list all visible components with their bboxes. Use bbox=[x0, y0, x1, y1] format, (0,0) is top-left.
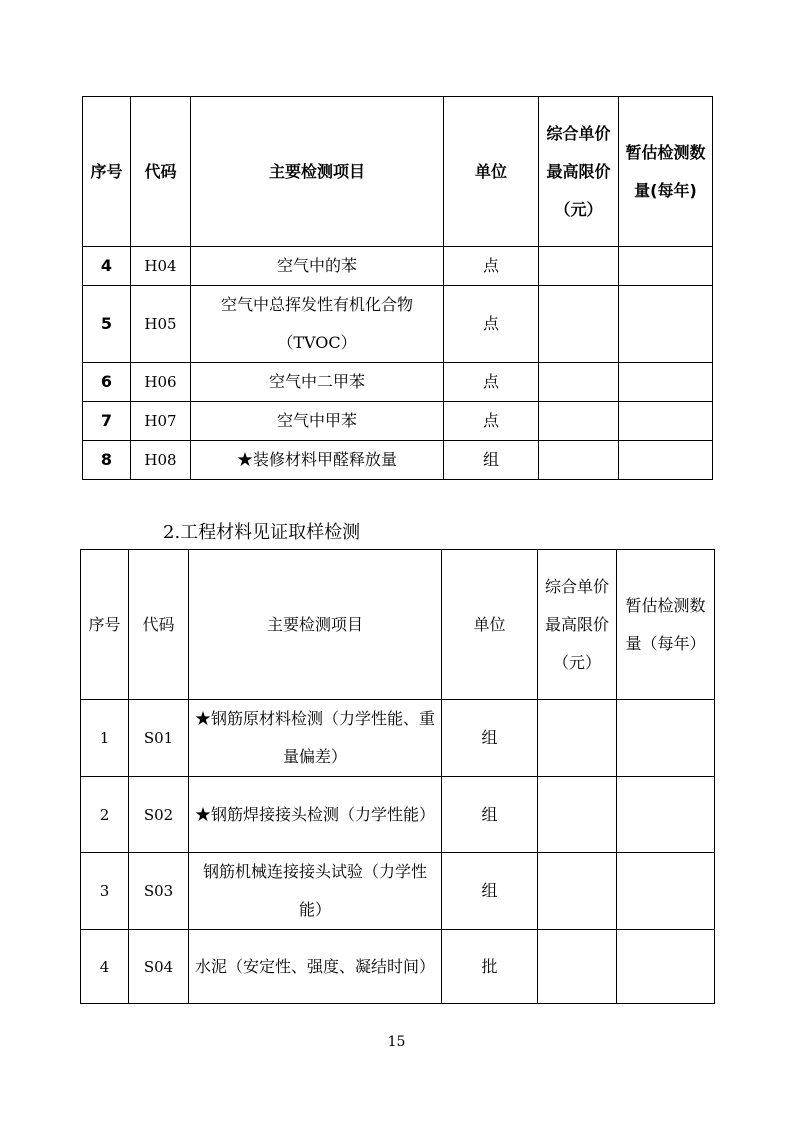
cell-item: 空气中二甲苯 bbox=[191, 363, 444, 402]
table-row bbox=[81, 930, 715, 1004]
cell-code: S02 bbox=[129, 777, 189, 853]
cell-code: S03 bbox=[129, 853, 189, 930]
table-header-row bbox=[81, 550, 715, 700]
cell-item: 空气中甲苯 bbox=[191, 402, 444, 441]
cell-item: 钢筋机械连接接头试验（力学性能） bbox=[189, 853, 442, 930]
cell-unit: 组 bbox=[442, 777, 538, 853]
header-price: 综合单价最高限价（元） bbox=[539, 97, 619, 247]
section-title: 2.工程材料见证取样检测 bbox=[163, 522, 361, 543]
table-row bbox=[83, 402, 713, 441]
cell-unit: 批 bbox=[442, 930, 538, 1004]
page-number: 15 bbox=[387, 1034, 406, 1050]
cell-code: S04 bbox=[129, 930, 189, 1004]
cell-unit: 点 bbox=[444, 247, 539, 286]
table-air-quality-tests bbox=[82, 96, 713, 480]
cell-seq: 3 bbox=[81, 853, 129, 930]
cell-unit: 点 bbox=[444, 402, 539, 441]
header-code: 代码 bbox=[129, 550, 189, 700]
cell-price bbox=[539, 286, 619, 363]
cell-quantity bbox=[617, 930, 715, 1004]
cell-quantity bbox=[617, 777, 715, 853]
cell-unit: 组 bbox=[442, 853, 538, 930]
table-row bbox=[83, 441, 713, 480]
cell-seq: 4 bbox=[81, 930, 129, 1004]
cell-price bbox=[538, 930, 617, 1004]
cell-seq: 5 bbox=[83, 286, 131, 363]
cell-item: 水泥（安定性、强度、凝结时间） bbox=[189, 930, 442, 1004]
header-price: 综合单价最高限价（元） bbox=[538, 550, 617, 700]
cell-quantity bbox=[619, 247, 713, 286]
cell-item: ★钢筋焊接接头检测（力学性能） bbox=[189, 777, 442, 853]
cell-code: H06 bbox=[131, 363, 191, 402]
header-unit: 单位 bbox=[442, 550, 538, 700]
cell-quantity bbox=[619, 286, 713, 363]
cell-quantity bbox=[617, 700, 715, 777]
cell-price bbox=[539, 402, 619, 441]
cell-quantity bbox=[619, 402, 713, 441]
header-unit: 单位 bbox=[444, 97, 539, 247]
cell-code: H07 bbox=[131, 402, 191, 441]
cell-seq: 7 bbox=[83, 402, 131, 441]
cell-price bbox=[539, 441, 619, 480]
table-row bbox=[81, 853, 715, 930]
header-quantity: 暂估检测数量(每年) bbox=[619, 97, 713, 247]
table-row bbox=[83, 286, 713, 363]
header-quantity: 暂估检测数量（每年） bbox=[617, 550, 715, 700]
cell-item: 空气中总挥发性有机化合物（TVOC） bbox=[191, 286, 444, 363]
cell-code: S01 bbox=[129, 700, 189, 777]
cell-code: H04 bbox=[131, 247, 191, 286]
cell-unit: 组 bbox=[442, 700, 538, 777]
cell-unit: 点 bbox=[444, 286, 539, 363]
cell-seq: 4 bbox=[83, 247, 131, 286]
cell-seq: 8 bbox=[83, 441, 131, 480]
header-code: 代码 bbox=[131, 97, 191, 247]
table-row bbox=[81, 700, 715, 777]
table-header-row bbox=[83, 97, 713, 247]
cell-item: ★钢筋原材料检测（力学性能、重量偏差） bbox=[189, 700, 442, 777]
cell-price bbox=[538, 700, 617, 777]
cell-unit: 点 bbox=[444, 363, 539, 402]
header-item: 主要检测项目 bbox=[191, 97, 444, 247]
cell-price bbox=[539, 247, 619, 286]
cell-code: H05 bbox=[131, 286, 191, 363]
cell-unit: 组 bbox=[444, 441, 539, 480]
cell-quantity bbox=[619, 441, 713, 480]
table-row bbox=[81, 777, 715, 853]
cell-seq: 6 bbox=[83, 363, 131, 402]
table-material-sampling-tests bbox=[80, 549, 715, 1004]
header-seq: 序号 bbox=[83, 97, 131, 247]
cell-quantity bbox=[617, 853, 715, 930]
cell-quantity bbox=[619, 363, 713, 402]
table-row bbox=[83, 363, 713, 402]
cell-price bbox=[538, 777, 617, 853]
cell-seq: 1 bbox=[81, 700, 129, 777]
cell-price bbox=[538, 853, 617, 930]
cell-item: ★装修材料甲醛释放量 bbox=[191, 441, 444, 480]
header-seq: 序号 bbox=[81, 550, 129, 700]
cell-code: H08 bbox=[131, 441, 191, 480]
header-item: 主要检测项目 bbox=[189, 550, 442, 700]
cell-price bbox=[539, 363, 619, 402]
table-row bbox=[83, 247, 713, 286]
cell-item: 空气中的苯 bbox=[191, 247, 444, 286]
cell-seq: 2 bbox=[81, 777, 129, 853]
